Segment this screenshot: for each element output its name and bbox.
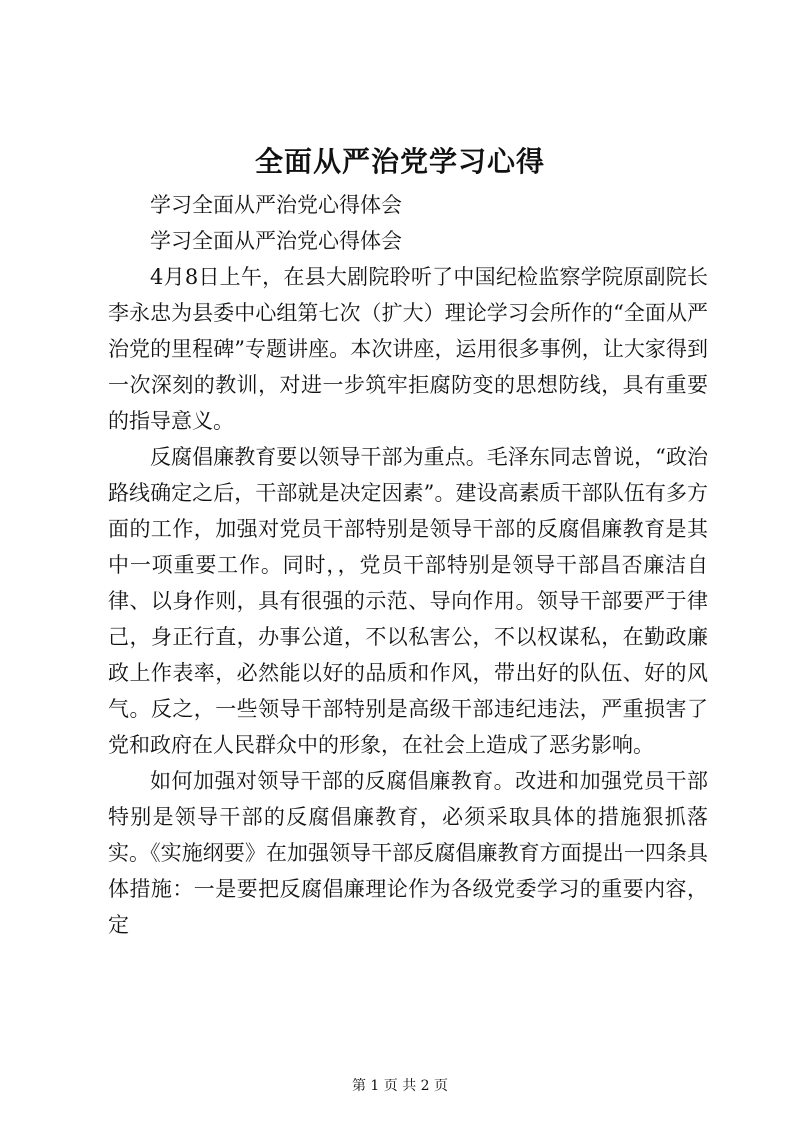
subtitle-line: 学习全面从严治党心得体会 [150,229,402,253]
body-paragraph: 如何加强对领导干部的反腐倡廉教育。改进和加强党员干部特别是领导干部的反腐倡廉教育，必须采取具体的措施狠抓落实。《实施纲要》在加强领导干部反腐倡廉教育方面提出一四条具体措施：一是要把反腐倡廉理论作为各级党委学习的重要内容，定 [108,769,708,937]
subtitle-line: 学习全面从严治党心得体会 [150,193,402,217]
document-title: 全面从严治党学习心得 [254,145,545,178]
document-body [108,187,708,943]
body-paragraph: 反腐倡廉教育要以领导干部为重点。毛泽东同志曾说，“政治路线确定之后，干部就是决定因素”。建设高素质干部队伍有多方面的工作，加强对党员干部特别是领导干部的反腐倡廉教育是其中一项重要工作。同时，，党员干部特别是领导干部昌否廉洁自律、以身作则，具有很强的示范、导向作用。领导干部要严于律己，身正行直，办事公道，不以私害公，不以权谋私，在勤政廉政上作表率，必然能以好的品质和作风，带出好的队伍、好的风气。反之，一些领导干部特别是高级干部违纪违法，严重损害了党和政府在人民群众中的形象，在社会上造成了恶劣影响。 [108,445,708,757]
body-paragraph: 4月8日上午，在县大剧院聆听了中国纪检监察学院原副院长李永忠为县委中心组第七次（扩大）理论学习会所作的“全面从严治党的里程碑”专题讲座。本次讲座，运用很多事例，让大家得到一次深刻的教训，对进一步筑牢拒腐防变的思想防线，具有重要的指导意义。 [108,265,708,433]
page-number-footer: 第 1 页 共 2 页 [351,1078,449,1094]
